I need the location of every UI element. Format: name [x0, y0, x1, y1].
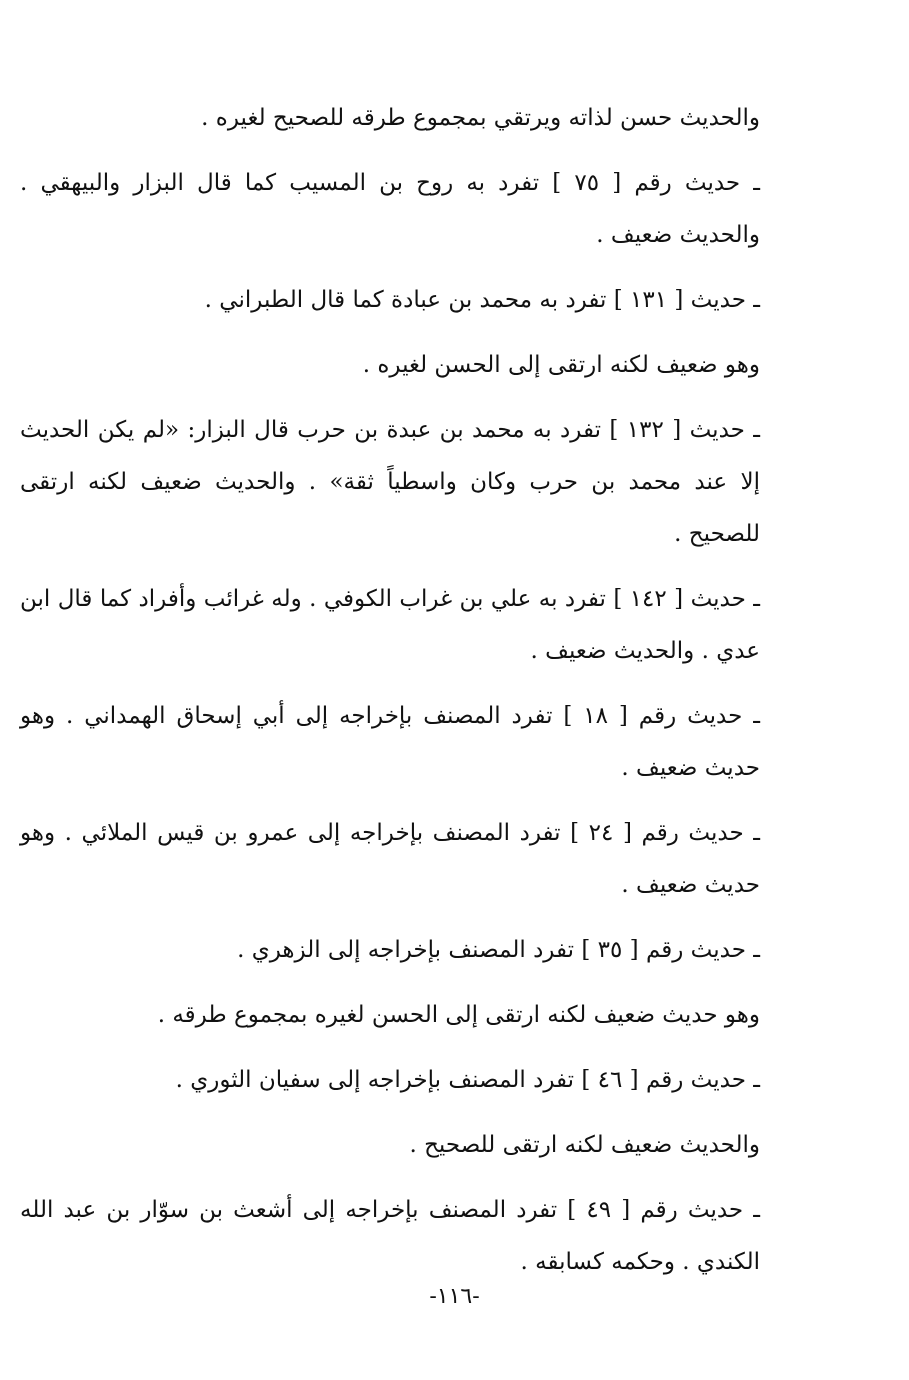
- paragraph: ـ حديث رقم [ ٤٩ ] تفرد المصنف بإخراجه إلى أشعث بن سوّار بن عبد الله الكندي . وحكمه كسابقه .: [20, 1197, 761, 1275]
- paragraph: وهو ضعيف لكنه ارتقى إلى الحسن لغيره .: [362, 352, 760, 378]
- paragraph: ـ حديث رقم [ ٢٤ ] تفرد المصنف بإخراجه إلى عمرو بن قيس الملائي . وهو حديث ضعيف .: [20, 820, 761, 898]
- paragraph: ـ حديث [ ١٣١ ] تفرد به محمد بن عبادة كما قال الطبراني .: [204, 287, 760, 313]
- page-body: [20, 92, 790, 1301]
- page-number: -١١٦-: [429, 1284, 480, 1309]
- paragraph: ـ حديث [ ١٣٢ ] تفرد به محمد بن عبدة بن حرب قال البزار: «لم يكن الحديث إلا عند محمد بن حرب وكان واسطياً ثقة» . والحديث ضعيف لكنه ارتقى للصحيح .: [20, 417, 760, 547]
- paragraph: والحديث حسن لذاته ويرتقي بمجموع طرقه للصحيح لغيره .: [201, 105, 760, 131]
- paragraph: ـ حديث رقم [ ٧٥ ] تفرد به روح بن المسيب كما قال البزار والبيهقي . والحديث ضعيف .: [20, 170, 760, 248]
- paragraph: ـ حديث رقم [ ٤٦ ] تفرد المصنف بإخراجه إلى سفيان الثوري .: [175, 1067, 760, 1093]
- paragraph: وهو حديث ضعيف لكنه ارتقى إلى الحسن لغيره بمجموع طرقه .: [157, 1002, 760, 1028]
- paragraph: والحديث ضعيف لكنه ارتقى للصحيح .: [409, 1132, 760, 1158]
- paragraph: ـ حديث رقم [ ٣٥ ] تفرد المصنف بإخراجه إلى الزهري .: [237, 937, 760, 963]
- paragraph: ـ حديث [ ١٤٢ ] تفرد به علي بن غراب الكوفي . وله غرائب وأفراد كما قال ابن عدي . والحديث ضعيف .: [20, 586, 760, 664]
- paragraph: ـ حديث رقم [ ١٨ ] تفرد المصنف بإخراجه إلى أبي إسحاق الهمداني . وهو حديث ضعيف .: [20, 703, 760, 781]
